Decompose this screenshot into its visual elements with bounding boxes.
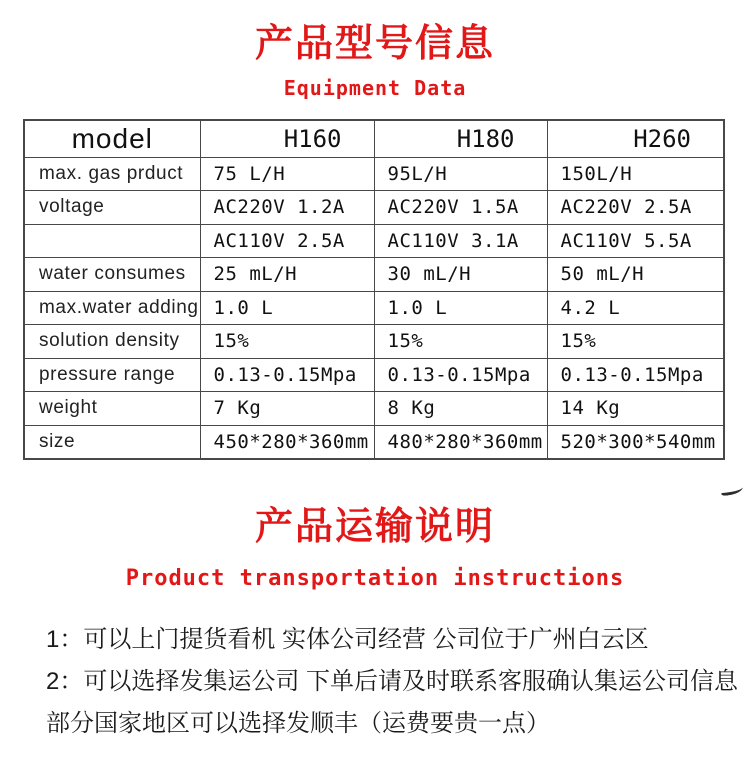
spec-row-gas-product xyxy=(24,157,724,191)
spec-value: 15% xyxy=(200,325,374,359)
row-label: max. gas prduct xyxy=(24,157,200,191)
row-label: weight xyxy=(24,392,200,426)
watermark-stroke xyxy=(721,485,744,496)
row-label: pressure range xyxy=(24,358,200,392)
spec-row-solution-density xyxy=(24,325,724,359)
spec-value: 14 Kg xyxy=(547,392,724,426)
row-label: size xyxy=(24,425,200,459)
model-info-title-cn: 产品型号信息 xyxy=(254,23,495,65)
spec-row-voltage-220 xyxy=(24,191,724,225)
spec-row-voltage-110 xyxy=(24,224,724,258)
spec-row-pressure-range xyxy=(24,358,724,392)
spec-value: 1.0 L xyxy=(374,291,547,325)
spec-value: 0.13-0.15Mpa xyxy=(200,358,374,392)
spec-value: 50 mL/H xyxy=(547,258,724,292)
spec-value: 520*300*540mm xyxy=(547,425,724,459)
spec-row-size xyxy=(24,425,724,459)
row-label: max.water adding xyxy=(24,291,200,325)
model-h160-header: H160 xyxy=(200,120,374,157)
spec-row-water-adding xyxy=(24,291,724,325)
spec-value: 25 mL/H xyxy=(200,258,374,292)
spec-row-water-consumes xyxy=(24,258,724,292)
spec-value: 15% xyxy=(374,325,547,359)
spec-value: AC220V 2.5A xyxy=(547,191,724,225)
shipping-note-2: 2：可以选择发集运公司 下单后请及时联系客服确认集运公司信息 xyxy=(46,667,739,695)
spec-value: 95L/H xyxy=(374,157,547,191)
shipping-title-cn: 产品运输说明 xyxy=(254,505,495,548)
spec-value: 4.2 L xyxy=(547,291,724,325)
model-info-title-en: Equipment Data xyxy=(283,76,467,100)
spec-value: AC110V 5.5A xyxy=(547,224,724,258)
shipping-notes xyxy=(46,619,739,745)
row-label: voltage xyxy=(24,191,200,225)
row-label: solution density xyxy=(24,325,200,359)
spec-value: 7 Kg xyxy=(200,392,374,426)
spec-value: 15% xyxy=(547,325,724,359)
spec-value: 480*280*360mm xyxy=(374,425,547,459)
spec-value: AC110V 3.1A xyxy=(374,224,547,258)
spec-value: 150L/H xyxy=(547,157,724,191)
spec-value: 0.13-0.15Mpa xyxy=(547,358,724,392)
model-header-cell: model xyxy=(24,120,200,157)
shipping-title-en: Product transportation instructions xyxy=(125,565,625,591)
spec-value: 450*280*360mm xyxy=(200,425,374,459)
row-label: water consumes xyxy=(24,258,200,292)
spec-value: AC110V 2.5A xyxy=(200,224,374,258)
model-h260-header: H260 xyxy=(547,120,724,157)
spec-value: 30 mL/H xyxy=(374,258,547,292)
spec-value: AC220V 1.5A xyxy=(374,191,547,225)
spec-row-weight xyxy=(24,392,724,426)
shipping-note-3: 部分国家地区可以选择发顺丰（运费要贵一点） xyxy=(46,709,550,737)
spec-value: AC220V 1.2A xyxy=(200,191,374,225)
shipping-note-1: 1：可以上门提货看机 实体公司经营 公司位于广州白云区 xyxy=(46,625,649,653)
spec-header-row xyxy=(24,120,724,157)
spec-value: 75 L/H xyxy=(200,157,374,191)
row-label-empty xyxy=(24,224,200,258)
spec-value: 0.13-0.15Mpa xyxy=(374,358,547,392)
spec-value: 1.0 L xyxy=(200,291,374,325)
spec-value: 8 Kg xyxy=(374,392,547,426)
spec-table xyxy=(23,119,725,460)
model-h180-header: H180 xyxy=(374,120,547,157)
